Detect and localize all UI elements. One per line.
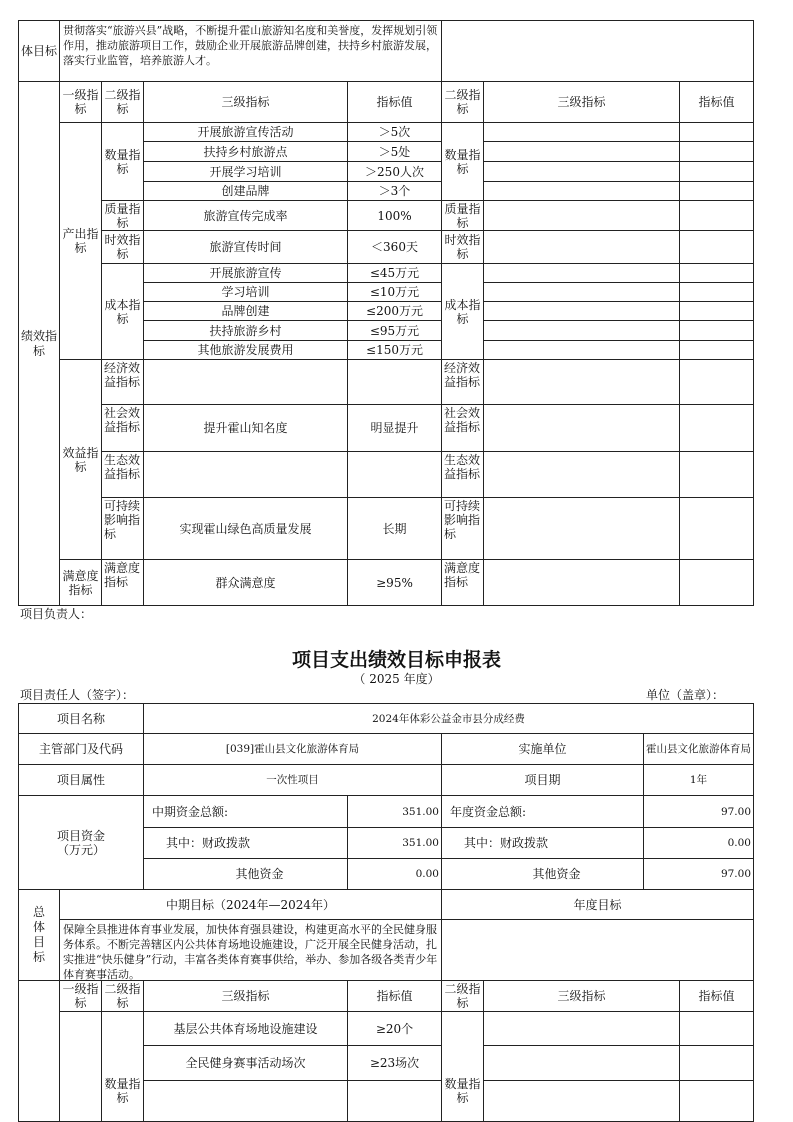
quality-name: 旅游宣传完成率 — [143, 200, 348, 231]
quality-indicator-label-right: 质量指标 — [441, 200, 484, 231]
empty-cell — [679, 141, 754, 162]
project-responsible-label: 项目负责人： — [20, 607, 93, 621]
header-level2-2: 二级指标 — [101, 980, 144, 1012]
empty-cell — [483, 451, 680, 498]
quantity-indicator-label-right-2: 数量指标 — [441, 1011, 484, 1122]
annual-fiscal-value: 0.00 — [643, 827, 754, 859]
empty-cell — [483, 122, 680, 142]
header-level3-right-2: 三级指标 — [483, 980, 680, 1012]
quality-value: 100% — [347, 200, 442, 231]
empty-cell — [483, 161, 680, 182]
cost-value: ≤150万元 — [347, 340, 442, 360]
empty-cell — [483, 282, 680, 302]
empty-cell — [679, 181, 754, 201]
empty-cell — [483, 559, 680, 606]
header-value-right-2: 指标值 — [679, 980, 754, 1012]
qty-value: ＞3个 — [347, 181, 442, 201]
quantity-indicator-label: 数量指标 — [101, 122, 144, 201]
header-level3: 三级指标 — [143, 81, 348, 123]
project-attr-value: 一次性项目 — [143, 764, 442, 796]
project-name-label: 项目名称 — [18, 703, 144, 734]
social-name: 提升霍山知名度 — [143, 404, 348, 452]
empty-cell — [483, 1080, 680, 1122]
empty-cell — [679, 559, 754, 606]
project-attr-label: 项目属性 — [18, 764, 144, 796]
empty-cell — [483, 359, 680, 405]
empty-cell — [679, 404, 754, 452]
header-level1: 一级指标 — [59, 81, 102, 123]
empty-cell — [679, 200, 754, 231]
satisfaction-indicator-label: 满意度指标 — [59, 559, 102, 606]
cost-name: 品牌创建 — [143, 301, 348, 321]
mid-fiscal-label: 其中：财政拨款 — [143, 827, 348, 859]
header-level2-right: 二级指标 — [441, 81, 484, 123]
empty-cell — [679, 263, 754, 283]
empty-cell — [483, 200, 680, 231]
form-year: （ 2025 年度） — [353, 672, 440, 686]
overall-goal-label: 体目标 — [18, 20, 60, 82]
empty-cell — [483, 1011, 680, 1046]
annual-other-label: 其他资金 — [441, 858, 644, 890]
unit-seal-label: 单位（盖章）： — [646, 688, 725, 702]
empty-cell — [679, 340, 754, 360]
empty-cell — [347, 1080, 442, 1122]
empty-cell — [483, 497, 680, 560]
ecological-name-empty — [143, 451, 348, 498]
cost-name: 其他旅游发展费用 — [143, 340, 348, 360]
cost-value: ≤10万元 — [347, 282, 442, 302]
qty-value: ＞5次 — [347, 122, 442, 142]
cost-name: 开展旅游宣传 — [143, 263, 348, 283]
qty-value-2: ≥23场次 — [347, 1045, 442, 1081]
social-benefit-label: 社会效益指标 — [101, 404, 144, 452]
empty-cell — [679, 359, 754, 405]
timeliness-indicator-label: 时效指标 — [101, 230, 144, 264]
qty-name: 扶持乡村旅游点 — [143, 141, 348, 162]
cost-name: 扶持旅游乡村 — [143, 320, 348, 341]
empty-cell — [679, 1045, 754, 1081]
economic-value-empty — [347, 359, 442, 405]
dept-value: [039]霍山县文化旅游体育局 — [143, 733, 442, 765]
satisfaction-sub-label-right: 满意度指标 — [441, 559, 484, 606]
empty-cell — [483, 320, 680, 341]
satisfaction-name: 群众满意度 — [143, 559, 348, 606]
empty-cell — [679, 1011, 754, 1046]
qty-name-2: 全民健身赛事活动场次 — [143, 1045, 348, 1081]
impl-unit-label: 实施单位 — [441, 733, 644, 765]
header-level3-2: 三级指标 — [143, 980, 348, 1012]
cost-indicator-label-right: 成本指标 — [441, 263, 484, 360]
benefit-indicator-label: 效益指标 — [59, 359, 102, 560]
mid-other-label: 其他资金 — [143, 858, 348, 890]
qty-name: 开展学习培训 — [143, 161, 348, 182]
empty-cell — [483, 301, 680, 321]
sustainable-name: 实现霍山绿色高质量发展 — [143, 497, 348, 560]
empty-cell — [679, 1080, 754, 1122]
annual-total-label: 年度资金总额: — [441, 795, 644, 828]
mid-goal-header: 中期目标（2024年—2024年） — [59, 889, 442, 920]
empty-cell — [483, 230, 680, 264]
cost-name: 学习培训 — [143, 282, 348, 302]
header-level3-right: 三级指标 — [483, 81, 680, 123]
sustainable-value: 长期 — [347, 497, 442, 560]
form-title: 项目支出绩效目标申报表 — [291, 649, 501, 671]
empty-cell — [679, 122, 754, 142]
empty-cell — [483, 141, 680, 162]
ecological-benefit-label: 生态效益指标 — [101, 451, 144, 498]
sustainable-impact-label-right: 可持续影响指标 — [441, 497, 484, 560]
empty-cell — [679, 301, 754, 321]
overall-goal-text: 贯彻落实“旅游兴县”战略，不断提升霍山旅游知名度和美誉度，发挥规划引领作用，推动旅游项目工作，鼓励企业开展旅游品牌创建，扶持乡村旅游发展，落实行业监管，培养旅游人才。 — [59, 20, 442, 82]
economic-benefit-label: 经济效益指标 — [101, 359, 144, 405]
responsible-signature-label: 项目责任人（签字）： — [20, 688, 135, 702]
empty-cell — [679, 451, 754, 498]
impl-unit-value: 霍山县文化旅游体育局 — [643, 733, 754, 765]
quantity-indicator-label-right: 数量指标 — [441, 122, 484, 201]
header-level2: 二级指标 — [101, 81, 144, 123]
qty-value-2: ≥20个 — [347, 1011, 442, 1046]
qty-value: ＞5处 — [347, 141, 442, 162]
quality-indicator-label: 质量指标 — [101, 200, 144, 231]
project-name-value: 2024年体彩公益金市县分成经费 — [143, 703, 754, 734]
header-value: 指标值 — [347, 81, 442, 123]
empty-cell — [679, 282, 754, 302]
annual-goal-header: 年度目标 — [441, 889, 754, 920]
mid-other-value: 0.00 — [347, 858, 442, 890]
empty-cell — [679, 320, 754, 341]
ecological-benefit-label-right: 生态效益指标 — [441, 451, 484, 498]
empty-cell — [679, 230, 754, 264]
dept-label: 主管部门及代码 — [18, 733, 144, 765]
timeliness-indicator-label-right: 时效指标 — [441, 230, 484, 264]
satisfaction-sub-label: 满意度指标 — [101, 559, 144, 606]
mid-goal-text: 保障全县推进体育事业发展，加快体育强县建设，构建更高水平的全民健身服务体系。不断完善辖区内公共体育场地设施建设，广泛开展全民健身活动，扎实推进“快乐健身”行动，丰富各类体育赛事供给，举办、参加各级各类青少年体育赛事活动。 — [59, 919, 442, 981]
cost-indicator-label: 成本指标 — [101, 263, 144, 360]
empty-cell — [679, 161, 754, 182]
overall-goal-label-2: 总体目标 — [18, 889, 60, 981]
header-level1-2: 一级指标 — [59, 980, 102, 1012]
annual-fiscal-label: 其中：财政拨款 — [441, 827, 644, 859]
project-period-value: 1年 — [643, 764, 754, 796]
empty-cell — [483, 263, 680, 283]
quantity-indicator-label-2: 数量指标 — [101, 1011, 144, 1122]
annual-other-value: 97.00 — [643, 858, 754, 890]
mid-fiscal-value: 351.00 — [347, 827, 442, 859]
annual-goal-text-empty — [441, 20, 754, 82]
ecological-value-empty — [347, 451, 442, 498]
timeliness-name: 旅游宣传时间 — [143, 230, 348, 264]
output-indicator-label-2 — [59, 1011, 102, 1122]
project-funds-label: 项目资金（万元） — [18, 795, 144, 890]
empty-cell — [483, 404, 680, 452]
header-value-right: 指标值 — [679, 81, 754, 123]
empty-cell — [483, 181, 680, 201]
project-period-label: 项目期 — [441, 764, 644, 796]
social-value: 明显提升 — [347, 404, 442, 452]
empty-cell — [143, 1080, 348, 1122]
satisfaction-value: ≥95% — [347, 559, 442, 606]
header-level2-right-2: 二级指标 — [441, 980, 484, 1012]
performance-indicator-label-2 — [18, 980, 60, 1122]
timeliness-value: ＜360天 — [347, 230, 442, 264]
header-value-2: 指标值 — [347, 980, 442, 1012]
cost-value: ≤200万元 — [347, 301, 442, 321]
annual-total-value: 97.00 — [643, 795, 754, 828]
cost-value: ≤45万元 — [347, 263, 442, 283]
performance-indicator-label: 绩效指标 — [18, 81, 60, 606]
mid-total-label: 中期资金总额: — [143, 795, 348, 828]
economic-name-empty — [143, 359, 348, 405]
qty-name: 创建品牌 — [143, 181, 348, 201]
cost-value: ≤95万元 — [347, 320, 442, 341]
empty-cell — [483, 340, 680, 360]
social-benefit-label-right: 社会效益指标 — [441, 404, 484, 452]
qty-value: ＞250人次 — [347, 161, 442, 182]
economic-benefit-label-right: 经济效益指标 — [441, 359, 484, 405]
sustainable-impact-label: 可持续影响指标 — [101, 497, 144, 560]
qty-name-2: 基层公共体育场地设施建设 — [143, 1011, 348, 1046]
output-indicator-label: 产出指标 — [59, 122, 102, 360]
annual-goal-text-empty — [441, 919, 754, 981]
qty-name: 开展旅游宣传活动 — [143, 122, 348, 142]
mid-total-value: 351.00 — [347, 795, 442, 828]
empty-cell — [679, 497, 754, 560]
empty-cell — [483, 1045, 680, 1081]
